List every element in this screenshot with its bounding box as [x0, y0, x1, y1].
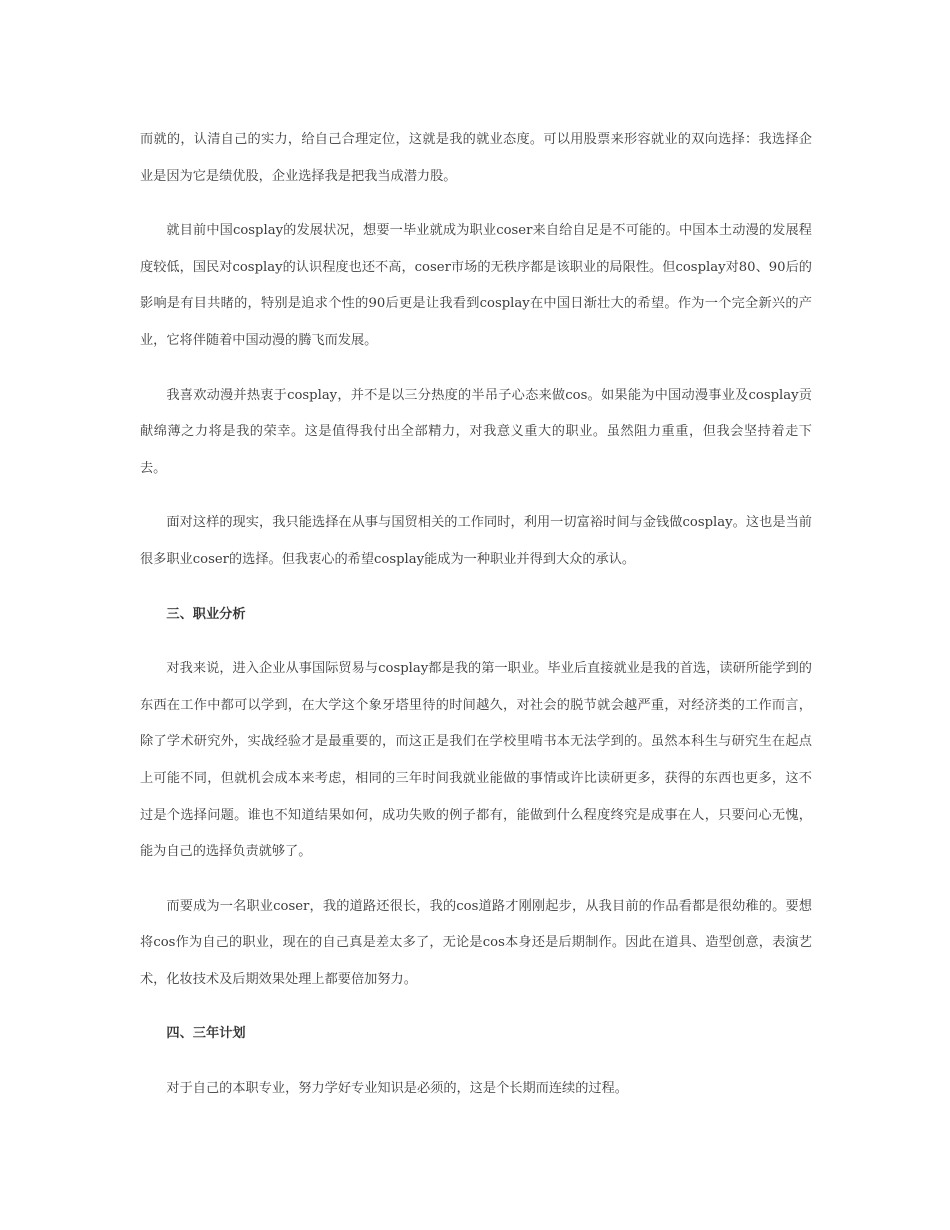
- paragraph-continuation: 而就的，认清自己的实力，给自己合理定位，这就是我的就业态度。可以用股票来形容就业的双向选择：我选择企业是因为它是绩优股，企业选择我是把我当成潜力股。: [140, 132, 812, 184]
- paragraph-coser-path: 而要成为一名职业coser，我的道路还很长，我的cos道路才刚刚起步，从我目前的作品看都是很幼稚的。要想将cos作为自己的职业，现在的自己真是差太多了，无论是cos本身还是后期制作。因此在道具、造型创意，表演艺术，化妆技术及后期效果处理上都要倍加努力。: [140, 898, 812, 987]
- paragraph-cosplay-status: 就目前中国cosplay的发展状况，想要一毕业就成为职业coser来自给自足是不可能的。中国本土动漫的发展程度较低，国民对cosplay的认识程度也还不高，coser市场的无秩序都是该职业的局限性。但cosplay对80、90后的影响是有目共睹的，特别是追求个性的90后更是让我看到cosplay在中国日渐壮大的希望。作为一个完全新兴的产业，它将伴随着中国动漫的腾飞而发展。: [140, 223, 812, 348]
- document-body: [140, 122, 812, 1126]
- section-heading-three-year-plan: 四、三年计划: [166, 1026, 246, 1042]
- paragraph-major-study: 对于自己的本职专业，努力学好专业知识是必须的，这是个长期而连续的过程。: [166, 1081, 628, 1097]
- paragraph-passion: 我喜欢动漫并热衷于cosplay，并不是以三分热度的半吊子心态来做cos。如果能为中国动漫事业及cosplay贡献绵薄之力将是我的荣幸。这是值得我付出全部精力，对我意义重大的职业。虽然阻力重重，但我会坚持着走下去。: [140, 387, 812, 476]
- section-heading-career-analysis: 三、职业分析: [166, 606, 246, 622]
- paragraph-career-analysis: 对我来说，进入企业从事国际贸易与cosplay都是我的第一职业。毕业后直接就业是我的首选，读研所能学到的东西在工作中都可以学到，在大学这个象牙塔里待的时间越久，对社会的脱节就会越严重，对经济类的工作而言，除了学术研究外，实战经验才是最重要的，而这正是我们在学校里啃书本无法学到的。虽然本科生与研究生在起点上可能不同，但就机会成本来考虑，相同的三年时间我就业能做的事情或许比读研更多，获得的东西也更多，这不过是个选择问题。谁也不知道结果如何，成功失败的例子都有，能做到什么程度终究是成事在人，只要问心无愧，能为自己的选择负责就够了。: [140, 661, 812, 860]
- paragraph-reality: 面对这样的现实，我只能选择在从事与国贸相关的工作同时，利用一切富裕时间与金钱做cosplay。这也是当前很多职业coser的选择。但我衷心的希望cosplay能成为一种职业并得到大众的承认。: [140, 515, 812, 567]
